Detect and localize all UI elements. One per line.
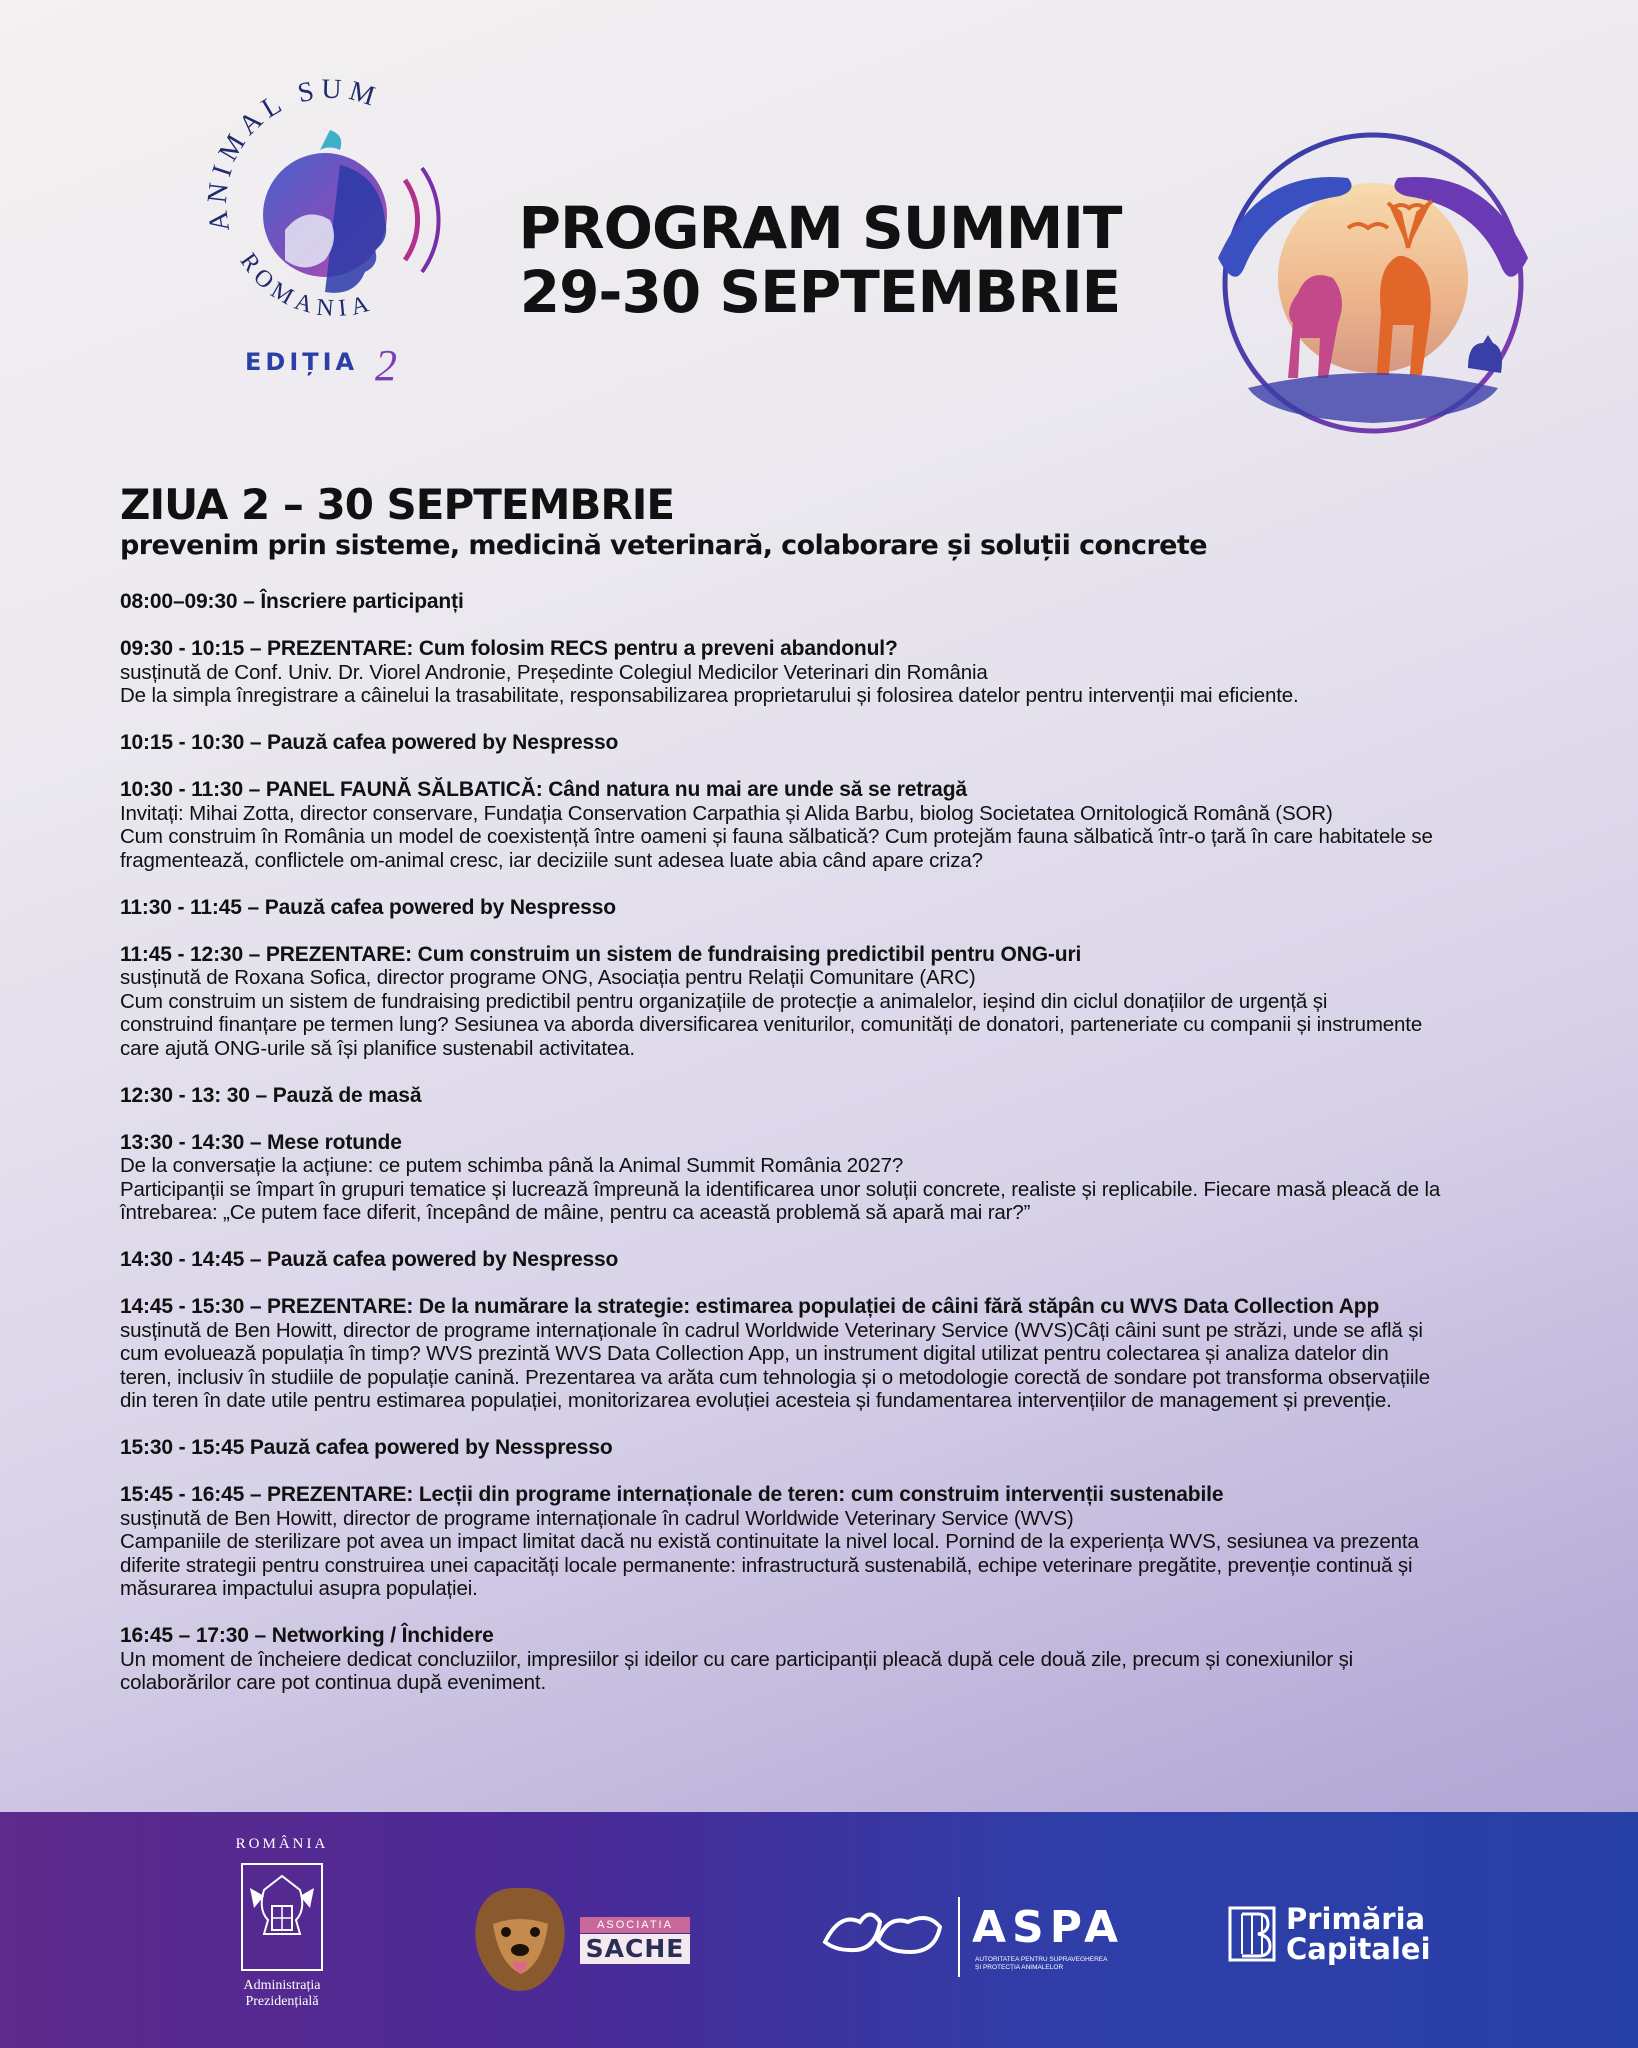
day-subtitle: prevenim prin sisteme, medicină veterinară, colaborare și soluții concrete xyxy=(120,530,1207,561)
schedule-entry-description: susținută de Ben Howitt, director de programe internaționale în cadrul Worldwide Veterinary Service (WVS) xyxy=(120,1506,1074,1530)
schedule-entry xyxy=(120,896,1580,920)
schedule-entry xyxy=(120,1483,1580,1601)
schedule-entry-description: Cum construim în România un model de coexistență între oameni și fauna sălbatică? Cum protejăm fauna sălbatică într-o țară în care habitatele se xyxy=(120,825,1433,848)
schedule-entry-description: colaborărilor care pot continua după eveniment. xyxy=(120,1671,546,1694)
schedule-entry-description: diferite strategii pentru construirea unei capacități locale permanente: infrastructură sustenabilă, echipe veterinare pregătite, prevenție continuă și xyxy=(120,1553,1413,1577)
coat-of-arms-icon xyxy=(240,1862,324,1977)
romania-label: ROMÂNIA xyxy=(235,1836,329,1852)
schedule-entry xyxy=(120,590,1580,614)
schedule-entry-description: Participanții se împart în grupuri tematice și lucrează împreună la identificarea unor soluții concrete, realiste și replicabile. Fiecare masă pleacă de la xyxy=(120,1177,1441,1201)
schedule-entry-heading: 09:30 - 10:15 – PREZENTARE: Cum folosim RECS pentru a preveni abandonul? xyxy=(120,637,898,660)
schedule-entry-description: care ajută ONG-urile să își planifice sustenabil activitatea. xyxy=(120,1036,635,1060)
schedule-entry-description: De la simpla înregistrare a câinelui la trasabilitate, responsabilizarea proprietarului și folosirea datelor pentru intervenții mai eficiente. xyxy=(120,684,1299,707)
sache-name: SACHE xyxy=(580,1934,690,1964)
animal-summit-logo xyxy=(190,70,480,400)
schedule-entry-description: Cum construim un sistem de fundraising predictibil pentru organizațiile de protecție a animalelor, ieșind din ciclul donațiilor de urgență și xyxy=(120,989,1328,1013)
schedule-entry-description: cum evoluează populația în timp? WVS prezintă WVS Data Collection App, un instrument digital utilizat pentru colectarea și analiza datelor din xyxy=(120,1342,1389,1365)
day-title: ZIUA 2 – 30 SEPTEMBRIE xyxy=(120,480,675,529)
schedule-entry xyxy=(120,1131,1580,1225)
schedule-entry-heading: 11:30 - 11:45 – Pauză cafea powered by Nespresso xyxy=(120,895,616,919)
schedule-entry-heading: 11:45 - 12:30 – PREZENTARE: Cum construim un sistem de fundraising predictibil pentru ONG-uri xyxy=(120,942,1082,966)
sache-association-label: ASOCIATIA xyxy=(580,1917,690,1933)
hands-animals-logo xyxy=(1188,108,1558,443)
schedule-entry-description: De la conversație la acțiune: ce putem schimba până la Animal Summit România 2027? xyxy=(120,1154,904,1177)
page-title xyxy=(490,196,1150,324)
schedule-entry-heading: 15:30 - 15:45 Pauză cafea powered by Nesspresso xyxy=(120,1436,613,1459)
schedule-entry xyxy=(120,731,1580,755)
schedule-entry-description: fragmentează, conflictele om-animal cresc, iar deciziile sunt adesea luate abia când apare criza? xyxy=(120,848,983,872)
schedule-entry-heading: 16:45 – 17:30 – Networking / Închidere xyxy=(120,1624,494,1647)
edition-label: EDIȚIA xyxy=(245,348,359,376)
schedule-entry-heading: 08:00–09:30 – Înscriere participanți xyxy=(120,590,464,613)
schedule-entry xyxy=(120,778,1580,872)
schedule-entry xyxy=(120,1248,1580,1272)
schedule-entry-heading: 10:15 - 10:30 – Pauză cafea powered by Nespresso xyxy=(120,731,619,754)
schedule-list xyxy=(120,590,1580,1718)
primaria-building-icon xyxy=(1228,1906,1276,1967)
aspa-divider xyxy=(958,1897,960,1977)
schedule-entry-description: Un moment de încheiere dedicat concluziilor, impresiilor și ideilor cu care participanții pleacă după cele două zile, precum și conexiunilor și xyxy=(120,1647,1354,1671)
schedule-entry-heading: 15:45 - 16:45 – PREZENTARE: Lecții din programe internaționale de teren: cum construim intervenții sustenabile xyxy=(120,1483,1224,1506)
schedule-entry-description: susținută de Roxana Sofica, director programe ONG, Asociația pentru Relații Comunitare (ARC) xyxy=(120,966,976,989)
schedule-entry-description: din teren în date utile pentru estimarea populației, monitorizarea evoluției acesteia și fundamentarea intervențiilor de management și prevenție. xyxy=(120,1389,1392,1412)
title-line-2: 29-30 SEPTEMBRIE xyxy=(519,258,1121,326)
schedule-entry-description: măsurarea impactului asupra populației. xyxy=(120,1577,478,1600)
schedule-entry xyxy=(120,1624,1580,1695)
schedule-entry xyxy=(120,1436,1580,1460)
schedule-entry-description: construind finanțare pe termen lung? Sesiunea va aborda diversificarea veniturilor, comunități de donatori, parteneriate cu companii și instrumente xyxy=(120,1013,1423,1036)
dog-head-icon xyxy=(468,1884,573,1999)
aspa-subtitle: AUTORITATEA PENTRU SUPRAVEGHEREA ȘI PROTECȚIA ANIMALELOR xyxy=(975,1956,1108,1971)
logo-bottom-text: ROMANIA xyxy=(234,248,378,323)
schedule-entry-description: Campaniile de sterilizare pot avea un impact limitat dacă nu există continuitate la nivel local. Pornind de la experiența WVS, sesiunea va prezenta xyxy=(120,1530,1419,1553)
title-line-1: PROGRAM SUMMIT xyxy=(518,194,1122,262)
schedule-entry-heading: 14:45 - 15:30 – PREZENTARE: De la numărare la strategie: estimarea populației de câini fără stăpân cu WVS Data Collection App xyxy=(120,1295,1380,1318)
schedule-entry-heading: 13:30 - 14:30 – Mese rotunde xyxy=(120,1130,402,1154)
schedule-entry-description: teren, inclusiv în studiile de populație canină. Prezentarea va arăta cum tehnologia și o metodologie corectă de sondare pot transforma observațiile xyxy=(120,1365,1430,1389)
aspa-animals-icon xyxy=(820,1902,945,1967)
schedule-entry-description: susținută de Conf. Univ. Dr. Viorel Andronie, Președinte Colegiul Medicilor Veterinari din România xyxy=(120,660,988,684)
schedule-entry-description: întrebarea: „Ce putem face diferit, începând de mâine, pentru ca această problemă să apară mai rar?” xyxy=(120,1201,1031,1224)
administration-label: Administrația Prezidențială xyxy=(243,1978,321,2009)
schedule-entry xyxy=(120,943,1580,1061)
schedule-entry-description: Invitați: Mihai Zotta, director conservare, Fundația Conservation Carpathia și Alida Barbu, biolog Societatea Ornitologică Română (SOR) xyxy=(120,801,1333,825)
primaria-capitalei-label: Primăria Capitalei xyxy=(1286,1902,1431,1966)
schedule-entry-heading: 10:30 - 11:30 – PANEL FAUNĂ SĂLBATICĂ: Când natura nu mai are unde să se retragă xyxy=(120,778,967,801)
schedule-entry xyxy=(120,1084,1580,1108)
schedule-entry-heading: 12:30 - 13: 30 – Pauză de masă xyxy=(120,1083,422,1107)
schedule-entry xyxy=(120,637,1580,708)
schedule-entry xyxy=(120,1295,1580,1413)
schedule-entry-description: susținută de Ben Howitt, director de programe internaționale în cadrul Worldwide Veterinary Service (WVS)Câți câini sunt pe străzi, unde se află și xyxy=(120,1318,1423,1342)
schedule-entry-heading: 14:30 - 14:45 – Pauză cafea powered by Nespresso xyxy=(120,1248,619,1271)
edition-number: 2 xyxy=(375,341,397,390)
logo-arc-text: ANIMAL SUM xyxy=(201,73,385,234)
sponsor-footer xyxy=(0,1812,1638,2048)
aspa-name: ASPA xyxy=(972,1902,1125,1953)
